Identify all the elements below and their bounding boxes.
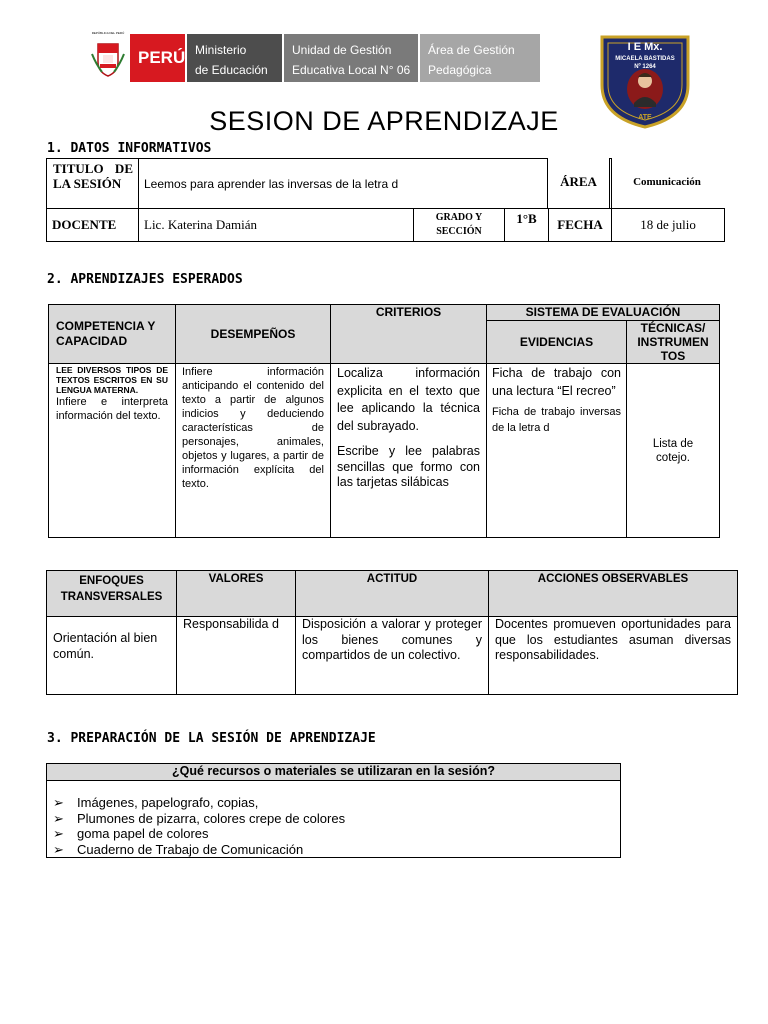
- seal-number-text: Nº 1264: [634, 64, 656, 70]
- fecha-label: FECHA: [549, 209, 612, 242]
- fecha-value: 18 de julio: [612, 209, 725, 242]
- area-value: Comunicación: [612, 159, 722, 207]
- section-3-heading: 3. PREPARACIÓN DE LA SESIÓN DE APRENDIZAJE: [47, 731, 376, 746]
- recursos-question: ¿Qué recursos o materiales se utilizaran en la sesión?: [47, 764, 621, 781]
- enfoques-table: [46, 570, 738, 695]
- ugel-line-2: Educativa Local N° 06: [292, 63, 411, 77]
- head-acciones: ACCIONES OBSERVABLES: [489, 571, 738, 617]
- tecnica-text: Lista de cotejo.: [627, 364, 720, 538]
- head-actitud: ACTITUD: [296, 571, 489, 617]
- head-evidencias: EVIDENCIAS: [487, 321, 627, 364]
- page-title: SESION DE APRENDIZAJE: [209, 106, 559, 136]
- ugel-box: [284, 34, 418, 82]
- actitud-value: Disposición a valorar y proteger los bienes comunes y compartidos de un colectivo.: [296, 617, 489, 695]
- area-gestion-line-1: Área de Gestión: [428, 43, 515, 57]
- list-item: ➢ Cuaderno de Trabajo de Comunicación: [53, 841, 304, 857]
- titulo-label: TITULO DE LA SESIÓN: [47, 159, 139, 209]
- arrow-bullet-icon: ➢: [53, 826, 64, 841]
- arrow-bullet-icon: ➢: [53, 841, 64, 857]
- aprendizajes-table: [48, 304, 720, 538]
- head-enfoques: ENFOQUES TRANSVERSALES: [47, 571, 177, 617]
- list-item: ➢ goma papel de colores: [53, 826, 209, 841]
- head-competencia: COMPETENCIA Y CAPACIDAD: [49, 305, 176, 364]
- section-2-heading: 2. APRENDIZAJES ESPERADOS: [47, 272, 243, 287]
- seal-name-text: MICAELA BASTIDAS: [615, 56, 675, 62]
- enfoque-value: Orientación al bien común.: [47, 617, 177, 695]
- ministerio-line-2: de Educación: [195, 63, 268, 77]
- seal-bottom-text: ATE: [638, 114, 652, 121]
- peru-brand-box: PERÚ: [130, 34, 185, 82]
- section-1-heading: 1. DATOS INFORMATIVOS: [47, 141, 212, 156]
- peru-shield-label: REPÚBLICA DEL PERÚ: [91, 31, 125, 35]
- arrow-bullet-icon: ➢: [53, 810, 64, 826]
- area-label: ÁREA: [547, 158, 610, 208]
- list-item: ➢ Plumones de pizarra, colores crepe de colores: [53, 810, 346, 826]
- area-gestion-line-2: Pedagógica: [428, 63, 492, 77]
- desempeno-text: Infiere información anticipando el contenido del texto a partir de algunos indicios y deduciendo características de personajes, animales, objetos y lugares, a partir de información explícita del texto.: [176, 364, 331, 538]
- list-item: ➢ Imágenes, papelografo, copias,: [53, 795, 259, 810]
- arrow-bullet-icon: ➢: [53, 795, 64, 810]
- recursos-table: [46, 763, 621, 858]
- ministerio-line-1: Ministerio: [195, 43, 247, 57]
- criterio-1: Localiza información explicita en el texto que lee aplicando la técnica del subrayado.: [337, 366, 480, 433]
- evidencia-2: Ficha de trabajo inversas de la letra d: [492, 406, 621, 434]
- competencia-text: LEE DIVERSOS TIPOS DE TEXTOS ESCRITOS EN SU LENGUA MATERNA.: [56, 365, 168, 395]
- grado-value: 1°B: [505, 209, 549, 242]
- ministerio-box: [187, 34, 282, 82]
- recursos-list: [47, 795, 620, 857]
- head-valores: VALORES: [177, 571, 296, 617]
- acciones-value: Docentes promueven oportunidades para que los estudiantes asuman diversas responsabilidades.: [489, 617, 738, 695]
- valor-value: Responsabilida d: [177, 617, 296, 695]
- seal-top-text: I E Mx.: [627, 41, 663, 53]
- head-sistema: SISTEMA DE EVALUACIÓN: [487, 305, 720, 321]
- evidencia-1: Ficha de trabajo con una lectura “El recreo”: [492, 366, 621, 398]
- head-criterios: CRITERIOS: [331, 305, 487, 364]
- head-tecnicas: TÉCNICAS/ INSTRUMEN TOS: [627, 321, 720, 364]
- criterio-2: Escribe y lee palabras sencillas que formo con las tarjetas silábicas: [337, 444, 480, 489]
- area-gestion-box: [420, 34, 540, 82]
- peru-shield-logo: [88, 34, 128, 82]
- grado-label: GRADO Y SECCIÓN: [414, 209, 505, 242]
- docente-value: Lic. Katerina Damián: [139, 209, 414, 242]
- capacidad-text: Infiere e interpreta información del texto.: [56, 396, 168, 422]
- titulo-value: Leemos para aprender las inversas de la letra d: [139, 159, 612, 209]
- ugel-line-1: Unidad de Gestión: [292, 43, 392, 57]
- docente-label: DOCENTE: [47, 209, 139, 242]
- head-desempenos: DESEMPEÑOS: [176, 305, 331, 364]
